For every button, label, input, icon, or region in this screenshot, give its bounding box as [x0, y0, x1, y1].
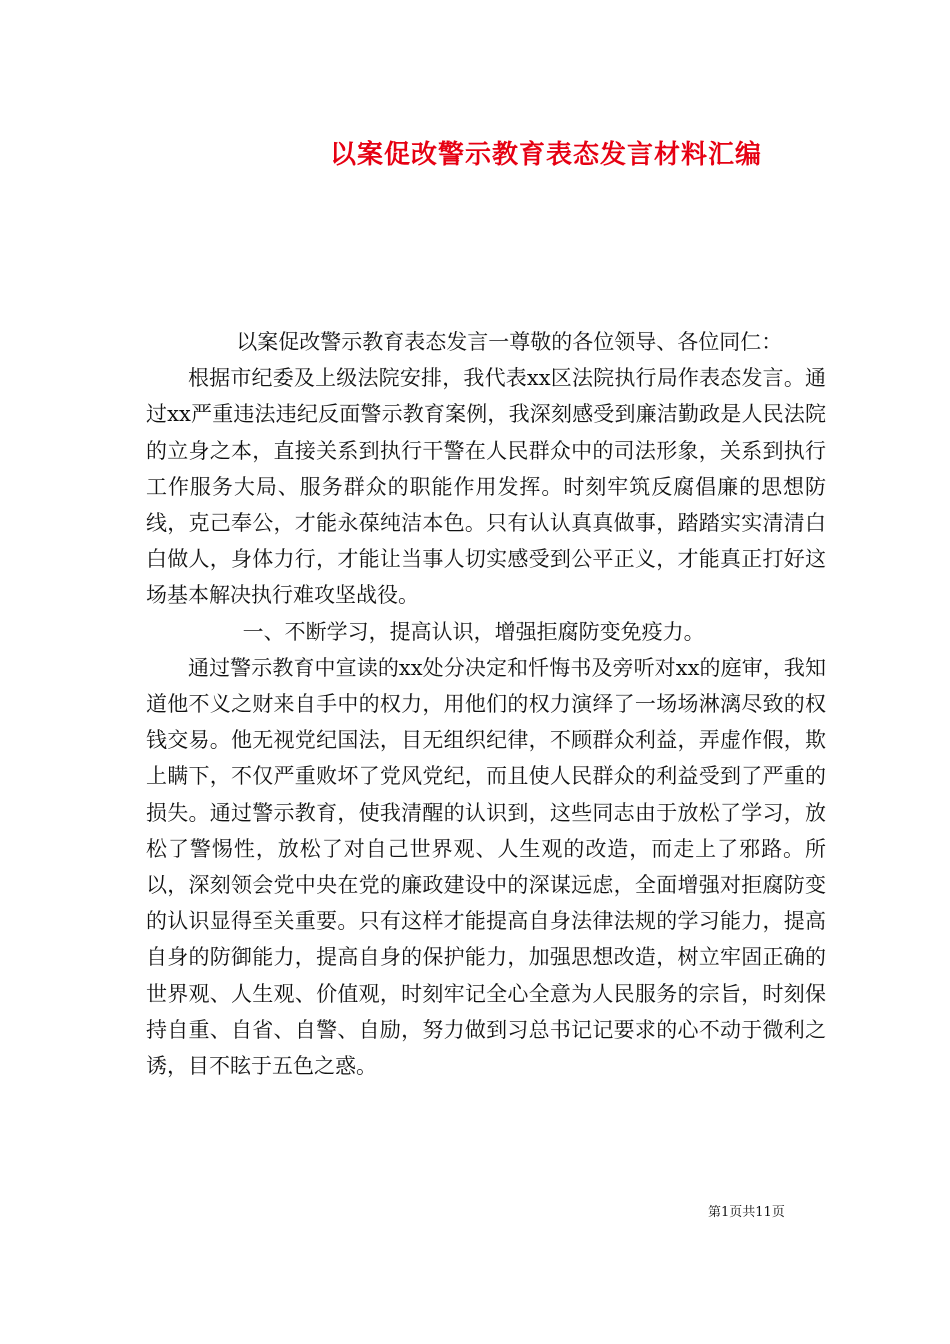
document-body — [146, 324, 826, 1084]
document-title: 以案促改警示教育表态发言材料汇编 — [330, 140, 763, 170]
page-number-footer: 第1页共11页 — [708, 1205, 785, 1220]
section-heading: 一、不断学习，提高认识，增强拒腐防变免疫力。 — [242, 619, 705, 644]
salutation-paragraph: 以案促改警示教育表态发言一尊敬的各位领导、各位同仁： — [236, 330, 783, 354]
body-paragraph: 根据市纪委及上级法院安排，我代表xx区法院执行局作表态发言。通过xx严重违法违纪反面警示教育案例，我深刻感受到廉洁勤政是人民法院的立身之本，直接关系到执行干警在人民群众中的司法形象，关系到执行工作服务大局、服务群众的职能作用发挥。时刻牢筑反腐倡廉的思想防线，克己奉公，才能永葆纯洁本色。只有认认真真做事，踏踏实实清清白白做人，身体力行，才能让当事人切实感受到公平正义，才能真正打好这场基本解决执行难攻坚战役。 — [146, 366, 826, 608]
body-paragraph: 通过警示教育中宣读的xx处分决定和忏悔书及旁听对xx的庭审，我知道他不义之财来自手中的权力，用他们的权力演绎了一场场淋漓尽致的权钱交易。他无视党纪国法，目无组织纪律，不顾群众利益，弄虚作假，欺上瞒下，不仅严重败坏了党风党纪，而且使人民群众的利益受到了严重的损失。通过警示教育，使我清醒的认识到，这些同志由于放松了学习，放松了警惕性，放松了对自己世界观、人生观的改造，而走上了邪路。所以，深刻领会党中央在党的廉政建设中的深谋远虑，全面增强对拒腐防变的认识显得至关重要。只有这样才能提高自身法律法规的学习能力，提高自身的防御能力，提高自身的保护能力，加强思想改造，树立牢固正确的世界观、人生观、价值观，时刻牢记全心全意为人民服务的宗旨，时刻保持自重、自省、自警、自励，努力做到习总书记记要求的心不动于微利之诱，目不眩于五色之惑。 — [146, 655, 826, 1079]
